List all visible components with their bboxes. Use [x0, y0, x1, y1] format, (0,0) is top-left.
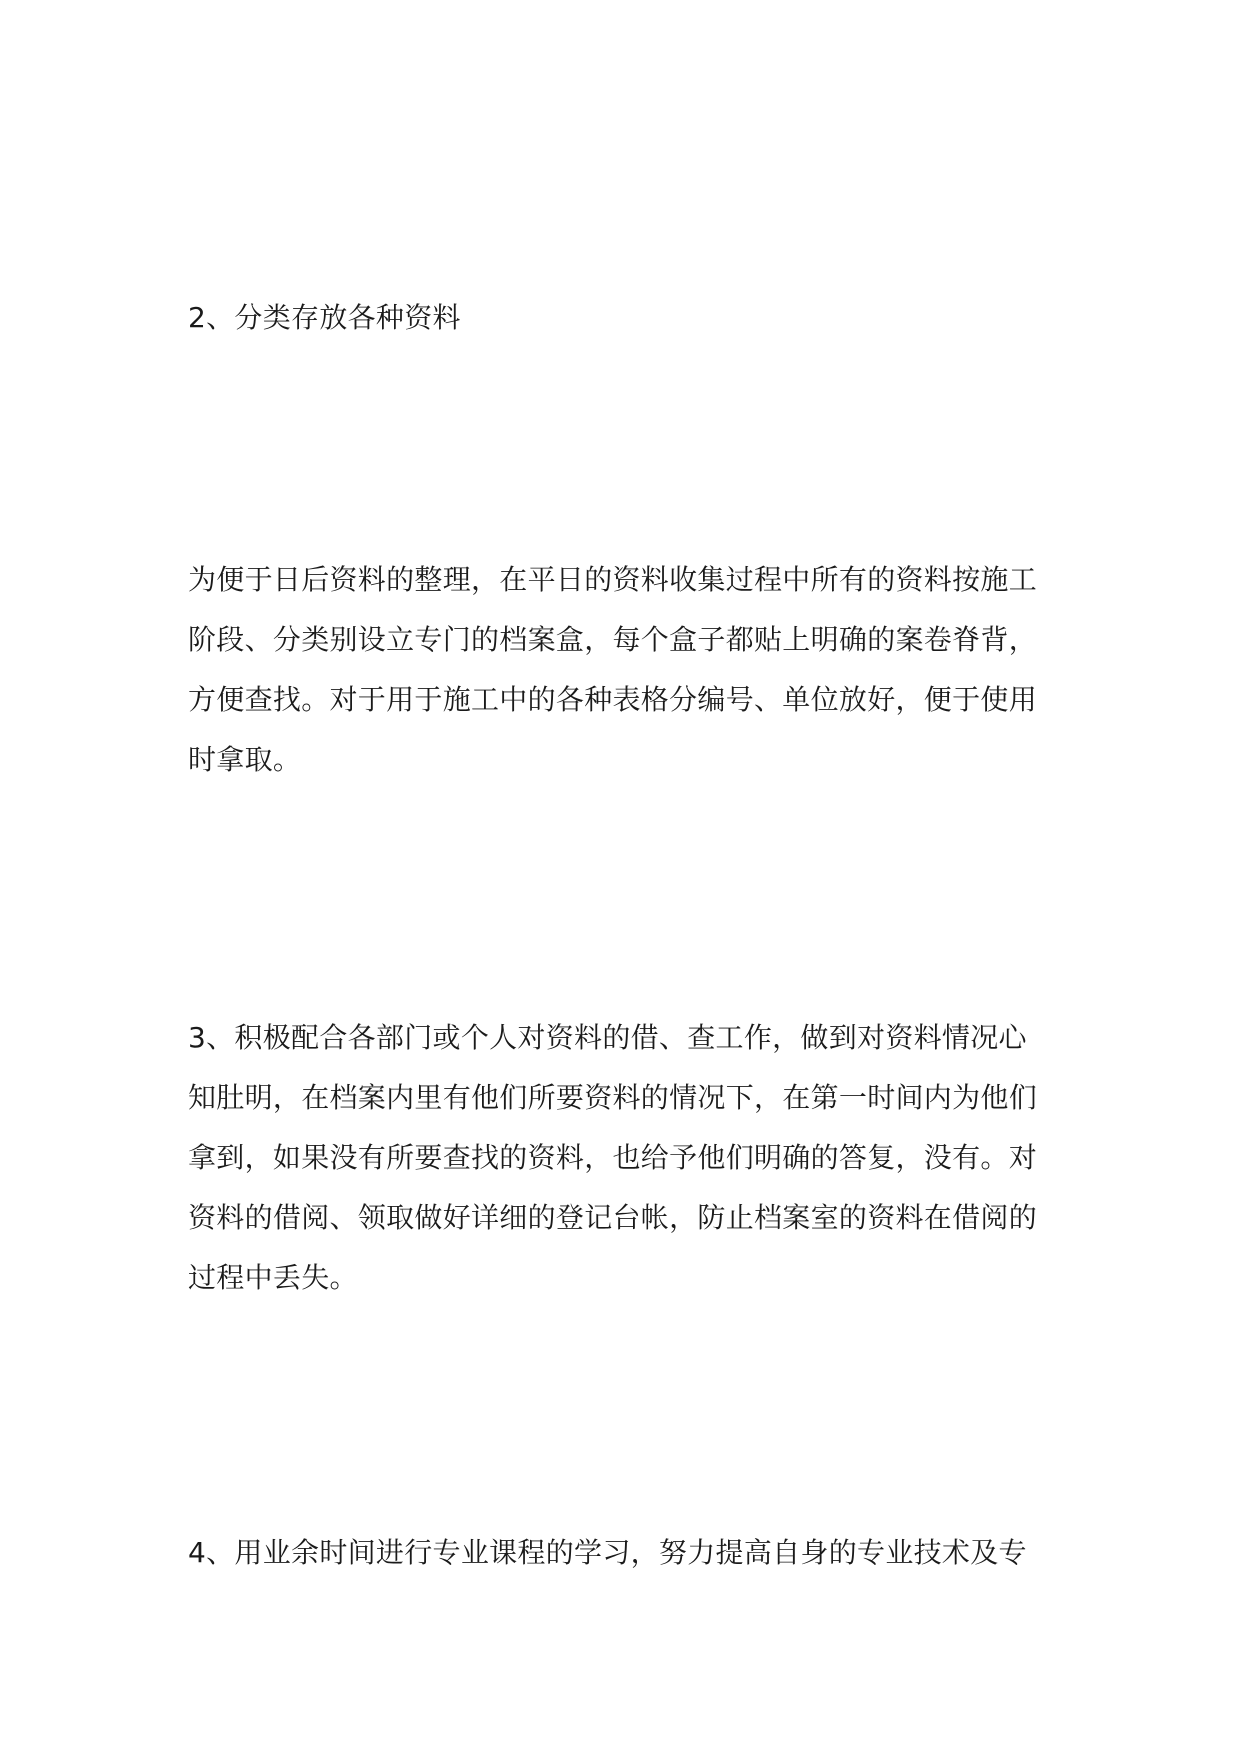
paragraph-line: 方便查找。对于用于施工中的各种表格分编号、单位放好，便于使用 — [188, 683, 1038, 716]
paragraph-line: 3、积极配合各部门或个人对资料的借、查工作，做到对资料情况心 — [188, 1021, 1027, 1054]
paragraph-line: 过程中丢失。 — [188, 1261, 358, 1294]
paragraph-line: 知肚明，在档案内里有他们所要资料的情况下，在第一时间内为他们 — [188, 1081, 1038, 1114]
heading-text: 2、分类存放各种资料 — [188, 301, 461, 334]
section-heading-2 — [188, 288, 1088, 348]
paragraph-line: 4、用业余时间进行专业课程的学习，努力提高自身的专业技术及专 — [188, 1536, 1027, 1569]
paragraph-line: 阶段、分类别设立专门的档案盒，每个盒子都贴上明确的案卷脊背， — [188, 623, 1038, 656]
paragraph-study — [188, 1523, 1088, 1583]
paragraph-filing — [188, 550, 1088, 790]
paragraph-line: 时拿取。 — [188, 743, 302, 776]
paragraph-line: 拿到，如果没有所要查找的资料，也给予他们明确的答复，没有。对 — [188, 1141, 1038, 1174]
paragraph-lending — [188, 1008, 1088, 1308]
paragraph-line: 资料的借阅、领取做好详细的登记台帐，防止档案室的资料在借阅的 — [188, 1201, 1038, 1234]
paragraph-line: 为便于日后资料的整理，在平日的资料收集过程中所有的资料按施工 — [188, 563, 1038, 596]
